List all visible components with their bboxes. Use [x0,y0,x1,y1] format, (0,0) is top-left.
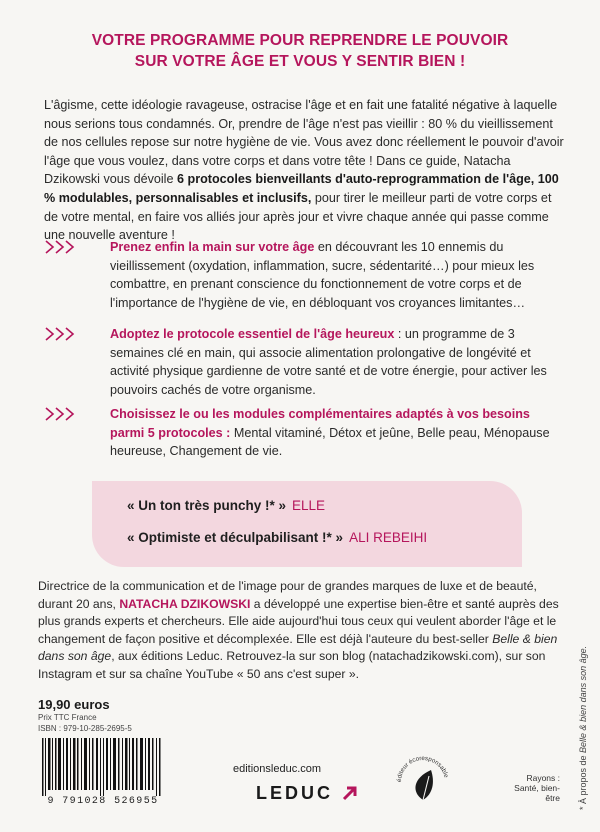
author-bio [38,578,568,683]
footnote-prefix: * À propos de [578,752,588,810]
eco-responsible-badge [393,748,453,808]
intro-paragraph [44,96,568,245]
chevrons-icon [44,239,84,255]
bio-text-3: , aux éditions Leduc. Retrouvez-la sur son blog (natachadzikowski.com), sur son Instagram et sur sa chaîne YouTube « 50 ans c'est super ». [38,649,546,681]
bullet-1-rest: en découvrant les 10 ennemis du vieillissement (oxydation, inflammation, sucre, sédentarité…) pour mieux les combattre, en prenant conscience du fonctionnement de votre corps et de l'importance de l'hygiène de vie, en débloquant vos croyances limitantes… [110,240,535,310]
quote-2-text: « Optimiste et déculpabilisant !* » [127,530,344,545]
headline-line-2: SUR VOTRE ÂGE ET VOUS Y SENTIR BIEN ! [134,53,466,70]
quote-1 [127,498,325,513]
author-name: NATACHA DZIKOWSKI [119,596,251,611]
bullet-3-rest: Mental vitaminé, Détox et jeûne, Belle peau, Ménopause heureuse, Changement de vie. [110,425,550,459]
chevrons-icon [44,326,84,342]
barcode-number: 9 791028 526955 [47,796,159,807]
eco-label: éditeur écoresponsable [395,754,450,783]
headline-line-1: VOTRE PROGRAMME POUR REPRENDRE LE POUVOIR [91,32,509,49]
headline [0,30,600,72]
bio-book-title: Belle & bien dans son âge [38,631,558,663]
price: 19,90 euros [38,697,110,712]
quote-1-source: ELLE [292,498,326,513]
barcode [38,738,168,796]
publisher-logo: LEDUC [256,783,333,803]
intro-text-1: L'âgisme, cette idéologie ravageuse, ostracise l'âge et en fait une fatalité négative à laquelle nous serions tous condamnés. Or, prendre de l'âge n'est pas vieillir : 80 % du vieillissement de nos cellules repose sur notre hygiène de vie. Vous avez donc réellement le pouvoir d'avoir l'âge que vous voulez, dans votre corps et dans votre tête ! Dans ce guide, Natacha Dzikowski vous dévoile [44,98,564,187]
publisher-website: editionsleduc.com [233,763,322,775]
bio-text-2: a développé une expertise bien-être et santé auprès des plus grands experts et chercheurs. Elle aide aujourd'hui tous ceux qui veulent aborder l'âge et le changement de façon positive et décomplexée. Elle est déjà l'auteure du best-seller [38,596,559,646]
quote-2 [127,530,427,545]
footnote-book: Belle & bien dans son âge. [578,645,588,753]
quote-2-source: ALI REBEIHI [349,530,428,545]
intro-bold: 6 protocoles bienveillants d'auto-reprogrammation de l'âge, 100 % modulables, personnalisables et inclusifs, [44,172,559,205]
bio-text-1: Directrice de la communication et de l'image pour de grandes marques de luxe et de beauté, durant 20 ans, [38,579,537,611]
bullet-3-highlight: Choisissez le ou les modules complémentaires adaptés à vos besoins parmi 5 protocoles : [110,407,530,440]
quote-1-text: « Un ton très punchy !* » [127,498,287,513]
chevrons-icon [44,406,84,422]
shelving-category: Rayons : Santé, bien-être [514,773,560,803]
arrow-logo-icon [342,785,358,801]
footnote-vertical [578,646,588,810]
bullet-2-text [110,325,565,399]
isbn: ISBN : 979-10-285-2695-5 [38,724,132,733]
bullet-1-text [110,238,565,312]
intro-text-2: pour tirer le meilleur parti de votre corps et de votre mental, en faire vos alliés jour après jour et vivre chaque année qui passe comme une nouvelle aventure ! [44,190,552,243]
price-note: Prix TTC France [38,713,97,722]
press-quotes-box [92,481,522,567]
bullet-2-rest: : un programme de 3 semaines clé en main, qui associe alimentation prolongative de longévité et activité physique gardienne de votre santé et de votre énergie, pour activer les pouvoirs cachés de votre organisme. [110,327,547,397]
bullet-1-highlight: Prenez enfin la main sur votre âge [110,240,315,254]
bullet-3-text [110,405,565,461]
bullet-2-highlight: Adoptez le protocole essentiel de l'âge heureux [110,327,395,341]
